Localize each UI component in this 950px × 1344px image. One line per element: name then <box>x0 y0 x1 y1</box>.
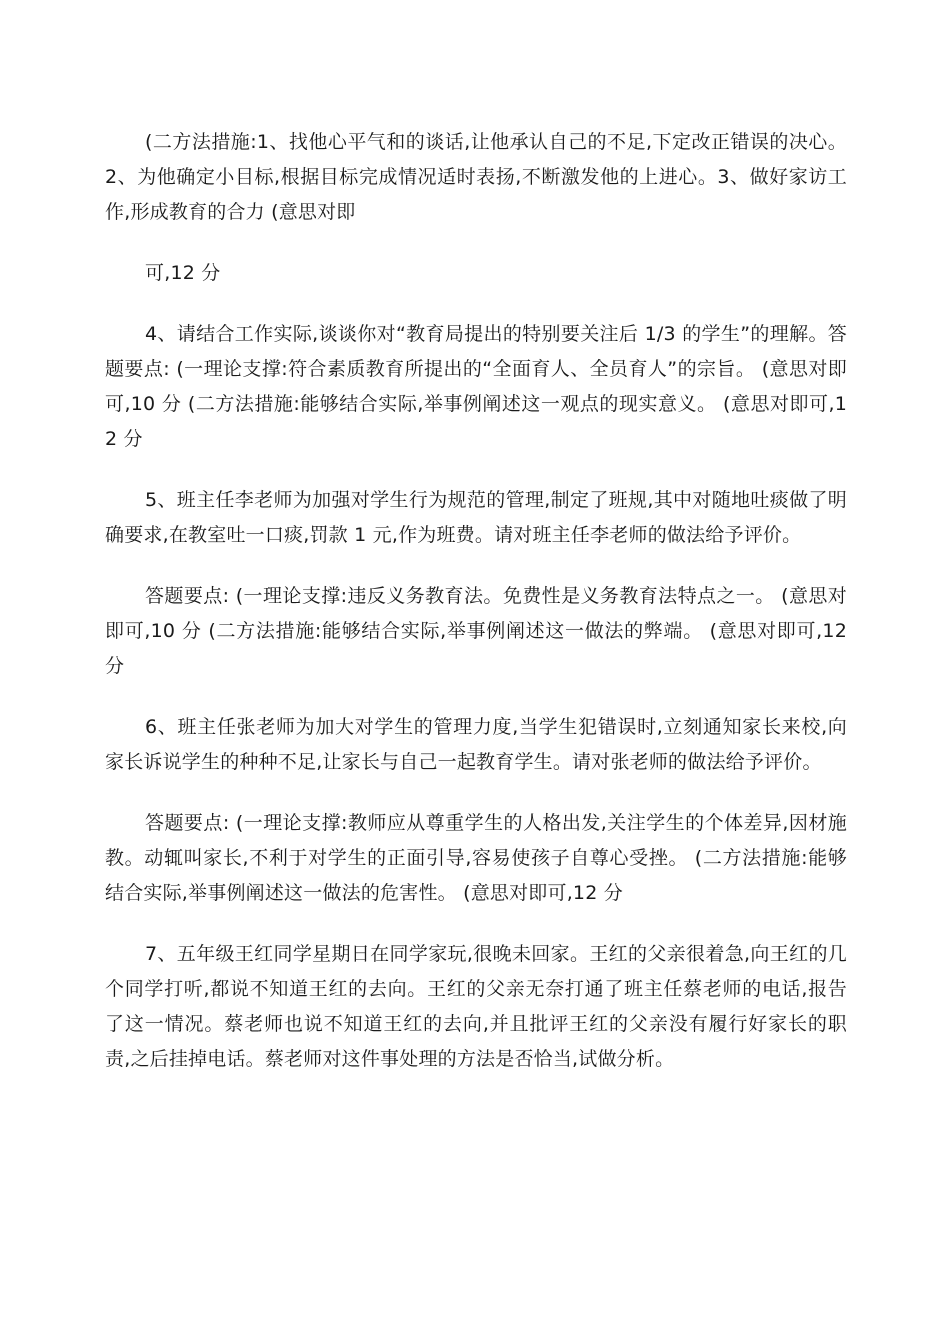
paragraph-answer-5: 答题要点: (一理论支撑:违反义务教育法。免费性是义务教育法特点之一。 (意思对即可,10 分 (二方法措施:能够结合实际,举事例阐述这一做法的弊端。 (意思对即可,12 分 <box>105 585 847 677</box>
paragraph-answer-6: 答题要点: (一理论支撑:教师应从尊重学生的人格出发,关注学生的个体差异,因材施教。动辄叫家长,不利于对学生的正面引导,容易使孩子自尊心受挫。 (二方法措施:能够结合实际,举事例阐述这一做法的危害性。 (意思对即可,12 分 <box>105 812 847 904</box>
paragraph-question-5: 5、班主任李老师为加强对学生行为规范的管理,制定了班规,其中对随地吐痰做了明确要求,在教室吐一口痰,罚款 1 元,作为班费。请对班主任李老师的做法给予评价。 <box>105 489 847 546</box>
paragraph-score-12: 可,12 分 <box>145 262 221 284</box>
paragraph-question-6: 6、班主任张老师为加大对学生的管理力度,当学生犯错误时,立刻通知家长来校,向家长诉说学生的种种不足,让家长与自己一起教育学生。请对张老师的做法给予评价。 <box>105 716 847 773</box>
document-page <box>105 125 847 1103</box>
paragraph-question-4: 4、请结合工作实际,谈谈你对“教育局提出的特别要关注后 1/3 的学生”的理解。答题要点: (一理论支撑:符合素质教育所提出的“全面育人、全员育人”的宗旨。 (意思对即可,10 分 (二方法措施:能够结合实际,举事例阐述这一观点的现实意义。 (意思对即可,12 分 <box>105 323 847 450</box>
paragraph-question-7: 7、五年级王红同学星期日在同学家玩,很晚未回家。王红的父亲很着急,向王红的几个同学打听,都说不知道王红的去向。王红的父亲无奈打通了班主任蔡老师的电话,报告了这一情况。蔡老师也说不知道王红的去向,并且批评王红的父亲没有履行好家长的职责,之后挂掉电话。蔡老师对这件事处理的方法是否恰当,试做分析。 <box>105 943 847 1070</box>
paragraph-method-measures: (二方法措施:1、找他心平气和的谈话,让他承认自己的不足,下定改正错误的决心。2、为他确定小目标,根据目标完成情况适时表扬,不断激发他的上进心。3、做好家访工作,形成教育的合力 (意思对即 <box>105 131 847 223</box>
